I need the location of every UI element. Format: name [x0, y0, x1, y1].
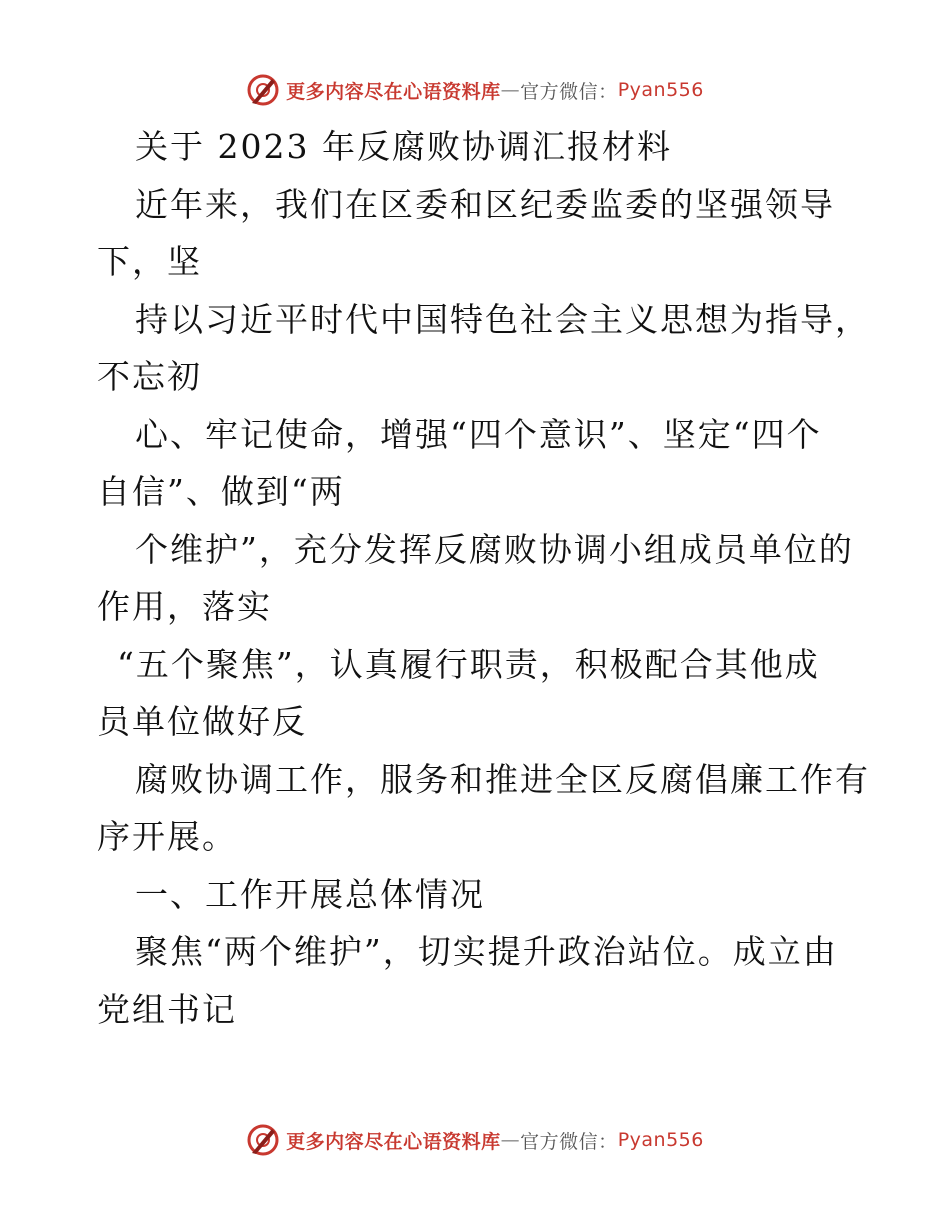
paragraph-line: 自信”、做到“两 — [97, 472, 345, 511]
quill-logo-icon — [246, 1123, 280, 1157]
banner-promo-text: 更多内容尽在心语资料库 — [286, 1130, 501, 1153]
footer-banner — [0, 1120, 950, 1160]
paragraph-line: 腐败协调工作，服务和推进全区反腐倡廉工作有 — [135, 759, 870, 799]
paragraph-line: 序开展。 — [97, 817, 237, 856]
paragraph-line: 员单位做好反 — [97, 702, 307, 741]
paragraph-line: 心、牢记使命，增强“四个意识”、坚定“四个 — [135, 414, 822, 454]
paragraph-line: “五个聚焦”，认真履行职责，积极配合其他成 — [117, 644, 820, 684]
paragraph-line: 不忘初 — [97, 357, 202, 396]
paragraph-line: 党组书记 — [97, 989, 237, 1029]
document-body — [97, 118, 870, 1038]
paragraph-line: 作用，落实 — [97, 587, 272, 626]
banner-dash: — — [500, 1129, 521, 1151]
paragraph-line: 近年来，我们在区委和区纪委监委的坚强领导 — [135, 184, 835, 224]
paragraph-line: 下，坚 — [97, 242, 202, 281]
header-banner — [0, 70, 950, 110]
banner-wechat-id: Pyan556 — [617, 79, 704, 101]
banner-wechat-id: Pyan556 — [617, 1129, 704, 1151]
quill-logo-icon — [246, 73, 280, 107]
paragraph-line: 持以习近平时代中国特色社会主义思想为指导， — [135, 299, 870, 339]
paragraph-line: 聚焦“两个维护”，切实提升政治站位。成立由 — [135, 932, 838, 971]
banner-dash: — — [500, 79, 521, 101]
document-title: 关于 2023 年反腐败协调汇报材料 — [135, 127, 672, 166]
paragraph-line: 个维护”，充分发挥反腐败协调小组成员单位的 — [135, 529, 854, 569]
banner-official-label: 官方微信： — [520, 1130, 618, 1153]
banner-promo-text: 更多内容尽在心语资料库 — [286, 80, 501, 103]
banner-official-label: 官方微信： — [520, 80, 618, 103]
section-heading: 一、工作开展总体情况 — [135, 874, 485, 914]
